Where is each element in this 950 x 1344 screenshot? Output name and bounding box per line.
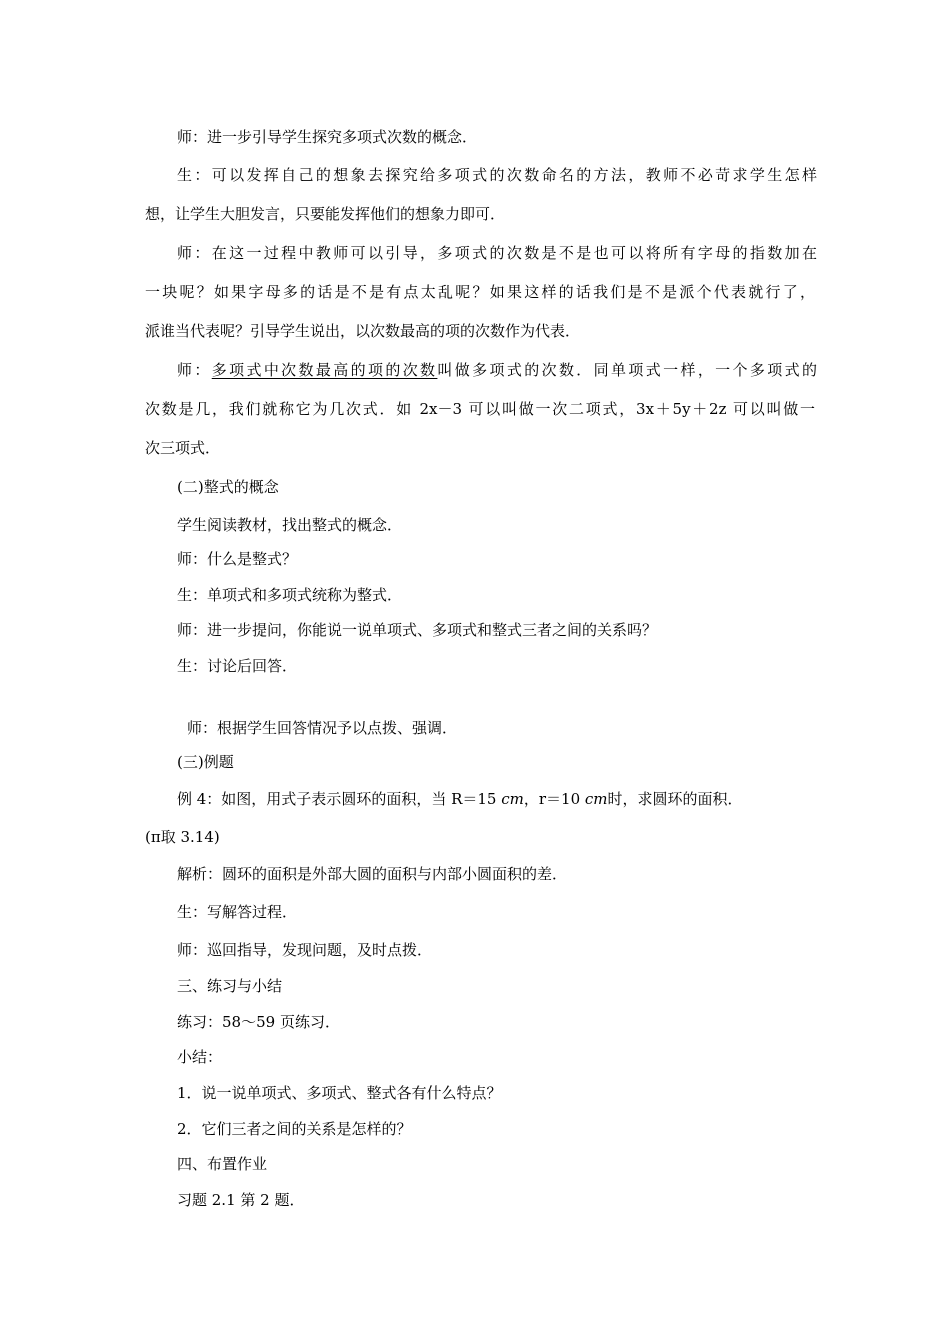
paragraph-line: 师：进一步提问，你能说一说单项式、多项式和整式三者之间的关系吗？	[177, 621, 658, 639]
section-heading: 三、练习与小结	[177, 977, 283, 995]
unit-cm: cm	[501, 790, 524, 808]
paragraph-line: 次数是几，我们就称它为几次式．如 2x－3 可以叫做一次二项式，3x＋5y＋2z 可以叫做一	[145, 400, 815, 418]
section-heading: (二)整式的概念	[177, 478, 279, 496]
paragraph-line: 次三项式．	[145, 439, 221, 457]
paragraph-line: 生：写解答过程．	[177, 903, 298, 921]
paragraph-line: 师：巡回指导，发现问题，及时点拨．	[177, 941, 433, 959]
list-item: 2．它们三者之间的关系是怎样的？	[177, 1120, 412, 1138]
paragraph-line: 生：单项式和多项式统称为整式．	[177, 586, 403, 604]
paragraph-line: 例 4：如图，用式子表示圆环的面积，当 R＝15 cm，r＝10 cm时，求圆环的面积．	[177, 790, 743, 808]
paragraph-line: 一块呢？如果字母多的话是不是有点太乱呢？如果这样的话我们是不是派个代表就行了，	[145, 283, 815, 301]
list-item: 1．说一说单项式、多项式、整式各有什么特点？	[177, 1084, 502, 1102]
underlined-definition: 多项式中次数最高的项的次数	[211, 361, 438, 379]
paragraph-line: (π取 3.14)	[145, 828, 220, 846]
paragraph-line: 小结：	[177, 1048, 223, 1066]
paragraph-line: 解析：圆环的面积是外部大圆的面积与内部小圆面积的差．	[177, 865, 568, 883]
paragraph-line: 派谁当代表呢？引导学生说出，以次数最高的项的次数作为代表．	[145, 322, 581, 340]
paragraph-line: 生：可以发挥自己的想象去探究给多项式的次数命名的方法，教师不必苛求学生怎样	[177, 166, 817, 184]
section-heading: 四、布置作业	[177, 1155, 268, 1173]
paragraph-line: 生：讨论后回答．	[177, 657, 298, 675]
paragraph-line: 师：根据学生回答情况予以点拨、强调．	[187, 719, 458, 737]
paragraph-line: 师：什么是整式？	[177, 550, 298, 568]
unit-cm: cm	[584, 790, 608, 808]
paragraph-line: 想，让学生大胆发言，只要能发挥他们的想象力即可．	[145, 205, 506, 223]
paragraph-line: 习题 2.1 第 2 题．	[177, 1191, 305, 1209]
section-heading: (三)例题	[177, 753, 234, 771]
paragraph-line: 练习：58～59 页练习．	[177, 1013, 340, 1031]
paragraph-line: 师：在这一过程中教师可以引导，多项式的次数是不是也可以将所有字母的指数加在	[177, 244, 817, 262]
paragraph-line: 学生阅读教材，找出整式的概念．	[177, 516, 403, 534]
paragraph-line: 师：多项式中次数最高的项的次数叫做多项式的次数．同单项式一样，一个多项式的	[177, 361, 817, 379]
paragraph-line: 师：进一步引导学生探究多项式次数的概念．	[177, 128, 478, 146]
